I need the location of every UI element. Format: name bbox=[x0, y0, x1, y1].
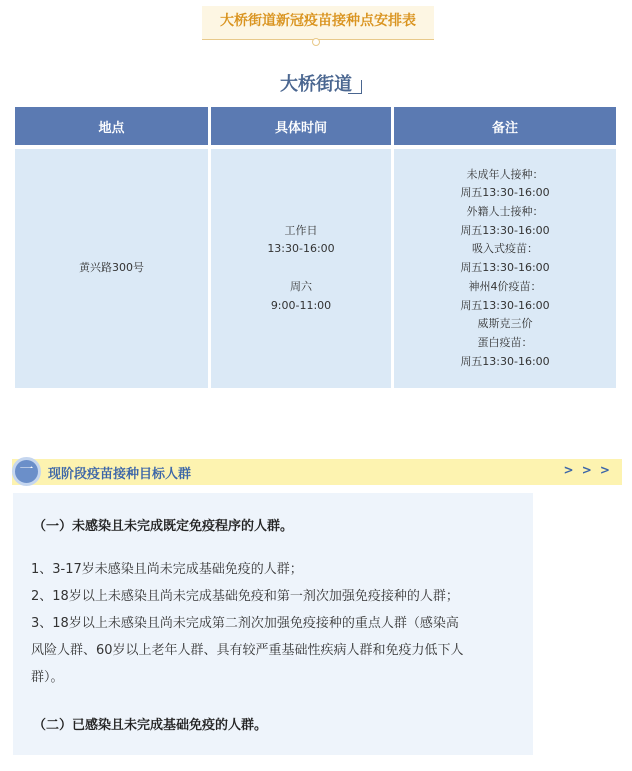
section-header bbox=[12, 459, 622, 485]
group1-item: 风险人群、60岁以上老年人群、具有较严重基础性疾病人群和免疫力低下人 bbox=[31, 643, 464, 658]
notes-line: 周五13:30-16:00 bbox=[460, 186, 550, 200]
cell-time bbox=[211, 149, 391, 388]
cell-notes bbox=[394, 149, 616, 388]
notes-line: 周五13:30-16:00 bbox=[460, 354, 550, 368]
schedule-table bbox=[15, 107, 619, 388]
group1-item: 3、18岁以上未感染且尚未完成第二剂次加强免疫接种的重点人群（感染高 bbox=[31, 616, 459, 631]
group1-item: 1、3-17岁未感染且尚未完成基础免疫的人群； bbox=[31, 562, 303, 577]
arrows-icon: > > > bbox=[563, 463, 612, 477]
notes-line: 蛋白疫苗： bbox=[477, 335, 533, 349]
table-header-row bbox=[15, 107, 619, 145]
top-title: 大桥街道新冠疫苗接种点安排表 bbox=[202, 6, 434, 40]
location-text: 黄兴路300号 bbox=[79, 261, 144, 275]
cell-location bbox=[15, 149, 208, 388]
time-line: 13:30-16:00 bbox=[267, 242, 335, 256]
notes-line: 周五13:30-16:00 bbox=[460, 261, 550, 275]
top-title-banner bbox=[0, 6, 632, 52]
notes-line: 威斯克三价 bbox=[477, 317, 533, 331]
group2-heading: （二）已感染且未完成基础免疫的人群。 bbox=[33, 718, 268, 733]
table-row bbox=[15, 145, 619, 388]
group1-heading: （一）未感染且未完成既定免疫程序的人群。 bbox=[33, 519, 294, 534]
section-title: 现阶段疫苗接种目标人群 bbox=[48, 467, 192, 482]
notes-line: 周五13:30-16:00 bbox=[460, 223, 550, 237]
header-time: 具体时间 bbox=[211, 107, 391, 145]
group1-item: 群）。 bbox=[31, 670, 64, 685]
header-location: 地点 bbox=[15, 107, 208, 145]
notes-line: 吸入式疫苗： bbox=[472, 242, 538, 256]
banner-ornament-icon bbox=[312, 38, 320, 46]
target-groups-box bbox=[13, 493, 533, 755]
time-line: 9:00-11:00 bbox=[270, 298, 332, 312]
notes-line: 周五13:30-16:00 bbox=[460, 298, 550, 312]
group1-item: 2、18岁以上未感染且尚未完成基础免疫和第一剂次加强免疫接种的人群； bbox=[31, 589, 459, 604]
notes-line: 未成年人接种： bbox=[466, 167, 544, 181]
corner-bracket-icon bbox=[348, 80, 362, 94]
notes-line: 外籍人士接种： bbox=[466, 205, 544, 219]
header-notes: 备注 bbox=[394, 107, 616, 145]
street-title: 大桥街道 bbox=[280, 74, 352, 95]
section-number-badge: 一 bbox=[12, 457, 41, 486]
time-line: 工作日 bbox=[284, 223, 318, 237]
time-line: 周六 bbox=[290, 280, 312, 293]
notes-line: 神州4价疫苗： bbox=[468, 279, 542, 293]
